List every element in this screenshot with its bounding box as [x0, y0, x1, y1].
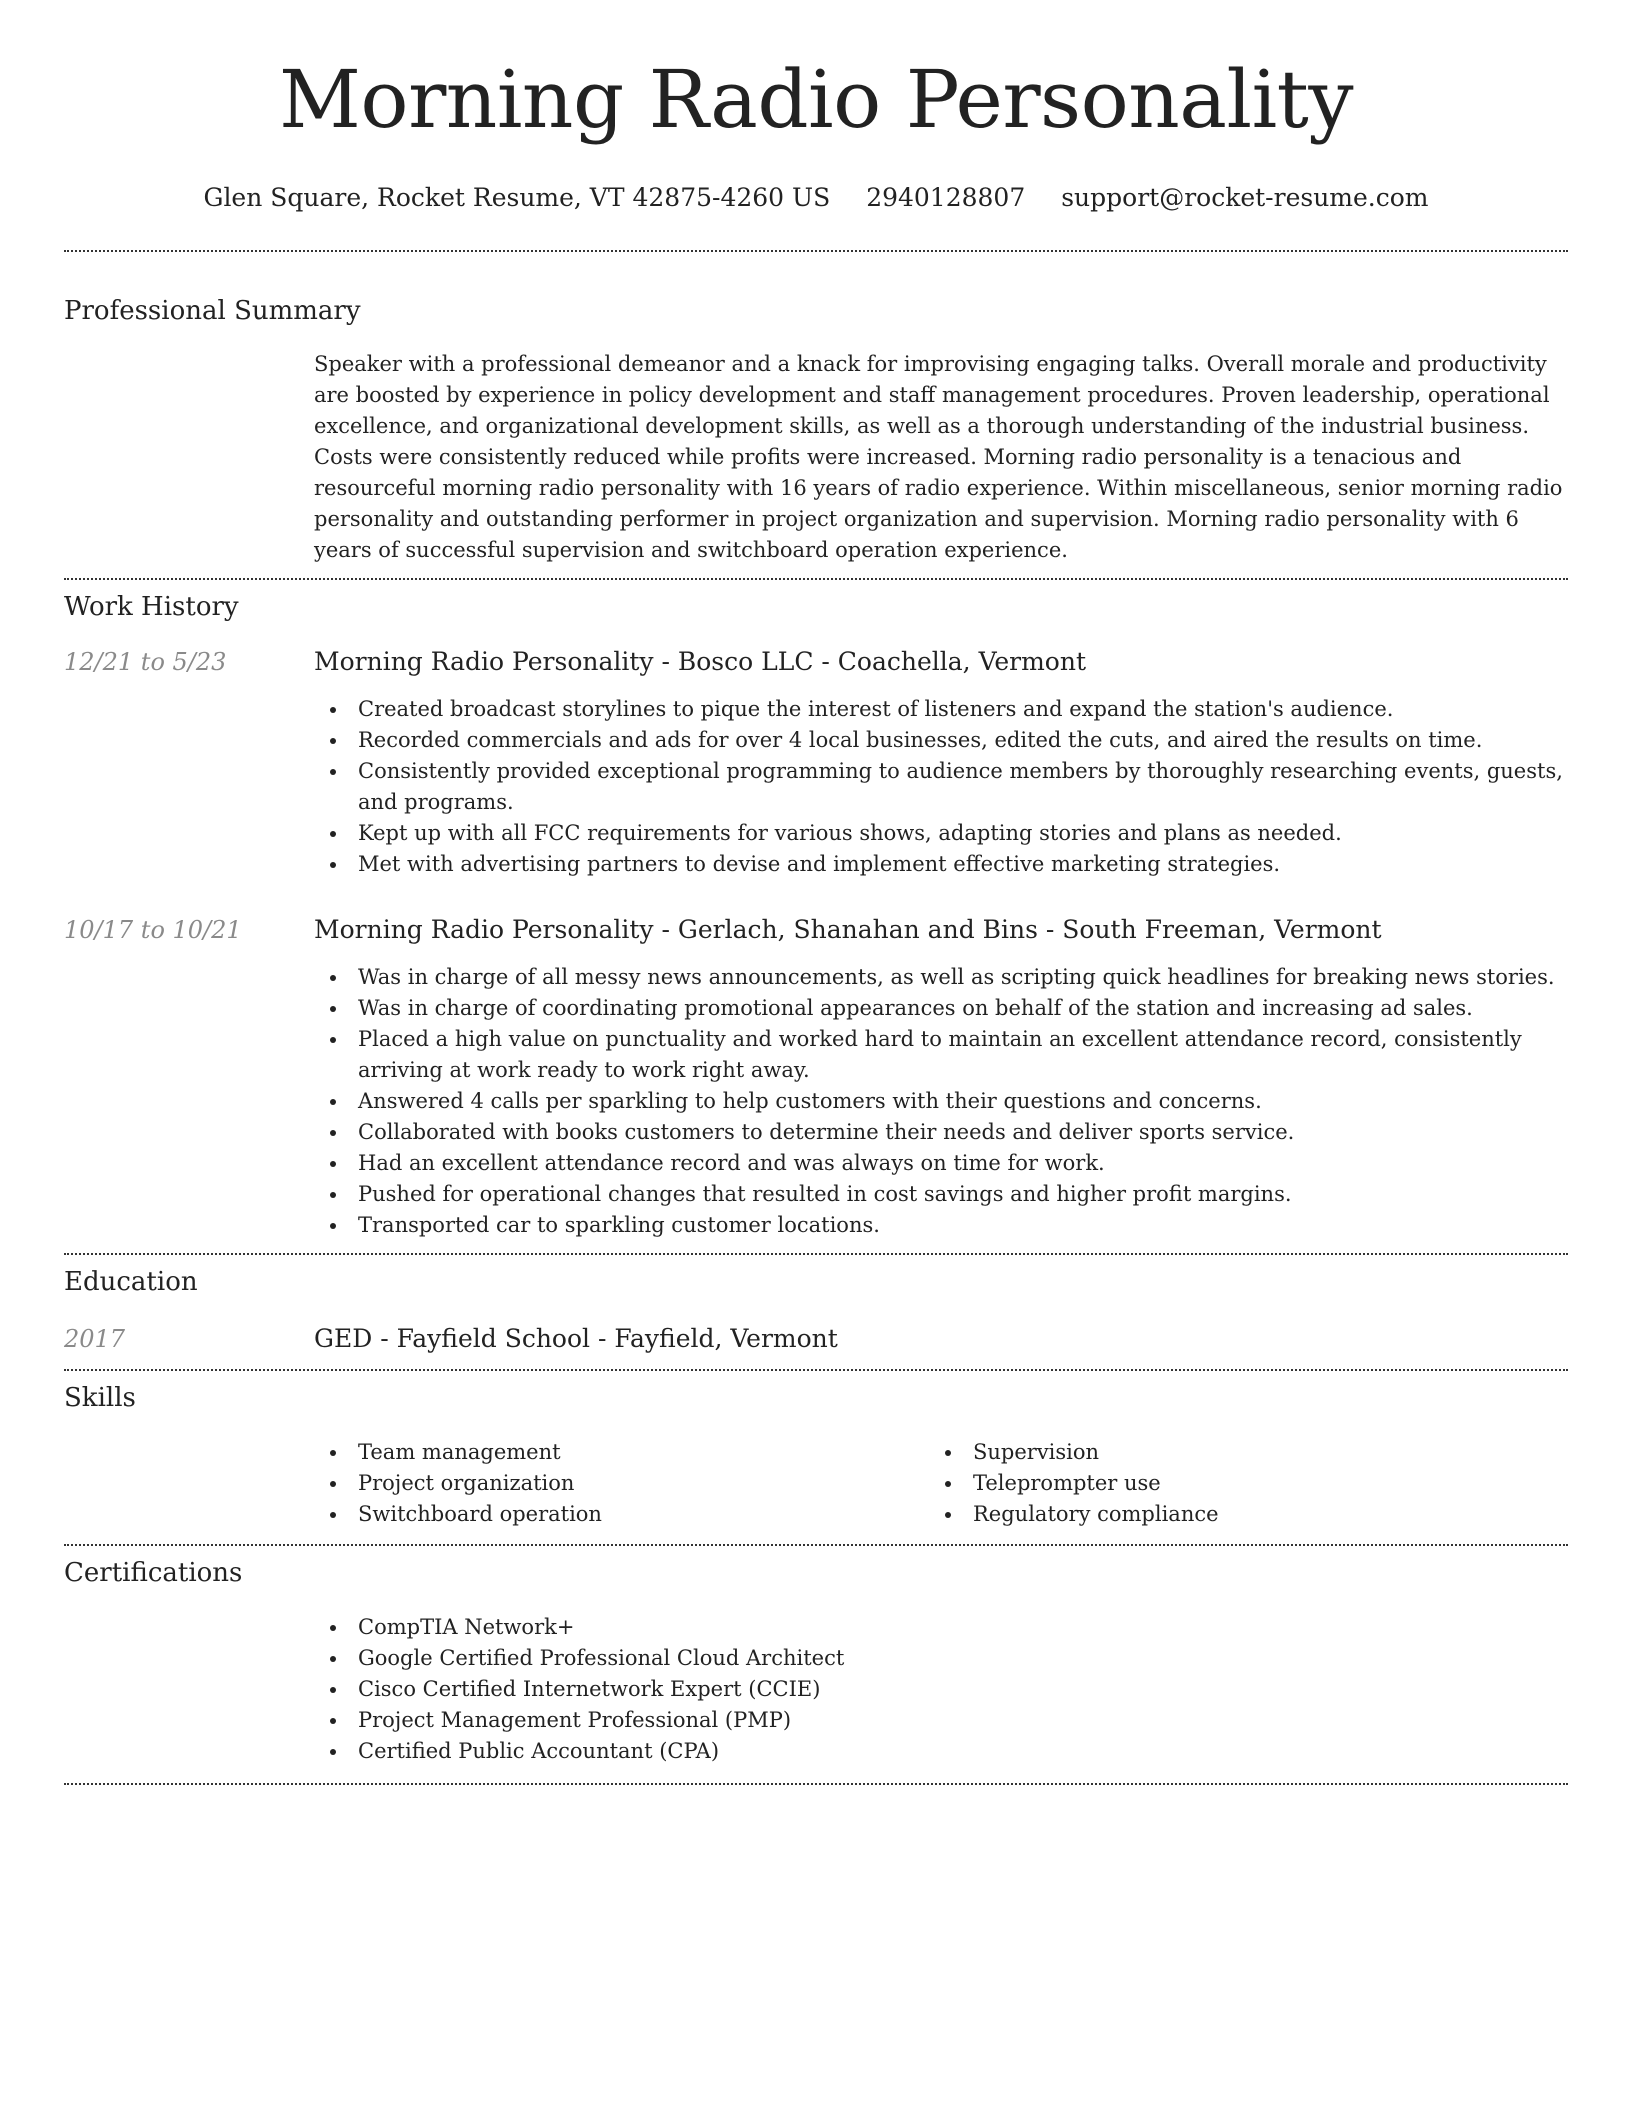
summary-heading: Professional Summary [64, 296, 361, 326]
education-degree: GED - Fayfield School - Fayfield, Vermont [314, 1324, 838, 1353]
certification-item: Certified Public Accountant (CPA) [314, 1736, 1568, 1767]
education-heading: Education [64, 1267, 198, 1297]
job-bullet: Kept up with all FCC requirements for various shows, adapting stories and plans as needed. [314, 818, 1568, 849]
resume-header [64, 0, 1568, 214]
contact-line [64, 182, 1568, 214]
skill-item: Switchboard operation [314, 1499, 929, 1530]
work-history-heading: Work History [64, 592, 239, 622]
summary-section [64, 252, 1568, 578]
certifications-heading: Certifications [64, 1558, 243, 1588]
certifications-list [314, 1612, 1568, 1767]
contact-phone: 2940128807 [866, 183, 1026, 212]
skills-section [64, 1371, 1568, 1544]
job-dates: 12/21 to 5/23 [64, 648, 227, 676]
job-bullet: Collaborated with books customers to determine their needs and deliver sports service. [314, 1117, 1568, 1148]
skills-list [929, 1437, 1544, 1530]
certifications-section [64, 1546, 1568, 1783]
work-history-section [64, 580, 1568, 1253]
certification-item: Cisco Certified Internetwork Expert (CCIE) [314, 1674, 1568, 1705]
job-bullet: Was in charge of all messy news announcements, as well as scripting quick headlines for breaking news stories. [314, 962, 1568, 993]
job-entry [64, 914, 1568, 1241]
contact-address: Glen Square, Rocket Resume, VT 42875-4260 US [203, 183, 831, 212]
job-bullet: Recorded commercials and ads for over 4 local businesses, edited the cuts, and aired the results on time. [314, 725, 1568, 756]
skills-heading: Skills [64, 1383, 136, 1413]
job-bullet: Pushed for operational changes that resulted in cost savings and higher profit margins. [314, 1179, 1568, 1210]
skill-item: Team management [314, 1437, 929, 1468]
job-bullet: Met with advertising partners to devise and implement effective marketing strategies. [314, 849, 1568, 880]
job-entry [64, 646, 1568, 880]
job-title: Morning Radio Personality - Bosco LLC - Coachella, Vermont [314, 647, 1086, 676]
candidate-name: Morning Radio Personality [278, 53, 1354, 146]
section-divider [64, 1783, 1568, 1785]
summary-text: Speaker with a professional demeanor and a knack for improvising engaging talks. Overall morale and productivity are boosted by experience in policy development and staff management procedures. Proven leadership, operational excellence, and organizational development skills, as well as a thorough understanding of the industrial business. Costs were consistently reduced while profits were increased. Morning radio personality is a tenacious and resourceful morning radio personality with 16 years of radio experience. Within miscellaneous, senior morning radio personality and outstanding performer in project organization and supervision. Morning radio personality with 6 years of successful supervision and switchboard operation experience. [314, 352, 1563, 562]
job-title: Morning Radio Personality - Gerlach, Shanahan and Bins - South Freeman, Vermont [314, 915, 1382, 944]
education-entry [64, 1323, 1568, 1355]
job-bullet: Answered 4 calls per sparkling to help customers with their questions and concerns. [314, 1086, 1568, 1117]
education-section [64, 1255, 1568, 1369]
job-bullet: Created broadcast storylines to pique the interest of listeners and expand the station's audience. [314, 694, 1568, 725]
certification-item: Project Management Professional (PMP) [314, 1705, 1568, 1736]
skill-item: Regulatory compliance [929, 1499, 1544, 1530]
education-year: 2017 [64, 1325, 126, 1353]
job-bullets [314, 962, 1568, 1241]
job-bullet: Was in charge of coordinating promotional appearances on behalf of the station and increasing ad sales. [314, 993, 1568, 1024]
job-bullets [314, 694, 1568, 880]
job-dates: 10/17 to 10/21 [64, 916, 242, 944]
job-bullet: Placed a high value on punctuality and worked hard to maintain an excellent attendance record, consistently arriving at work ready to work right away. [314, 1024, 1568, 1086]
skills-list [314, 1437, 929, 1530]
job-bullet: Consistently provided exceptional programming to audience members by thoroughly researching events, guests, and programs. [314, 756, 1568, 818]
skill-item: Project organization [314, 1468, 929, 1499]
skill-item: Supervision [929, 1437, 1544, 1468]
contact-email: support@rocket-resume.com [1061, 183, 1429, 212]
certification-item: Google Certified Professional Cloud Architect [314, 1643, 1568, 1674]
skill-item: Teleprompter use [929, 1468, 1544, 1499]
job-bullet: Had an excellent attendance record and was always on time for work. [314, 1148, 1568, 1179]
job-bullet: Transported car to sparkling customer locations. [314, 1210, 1568, 1241]
certification-item: CompTIA Network+ [314, 1612, 1568, 1643]
